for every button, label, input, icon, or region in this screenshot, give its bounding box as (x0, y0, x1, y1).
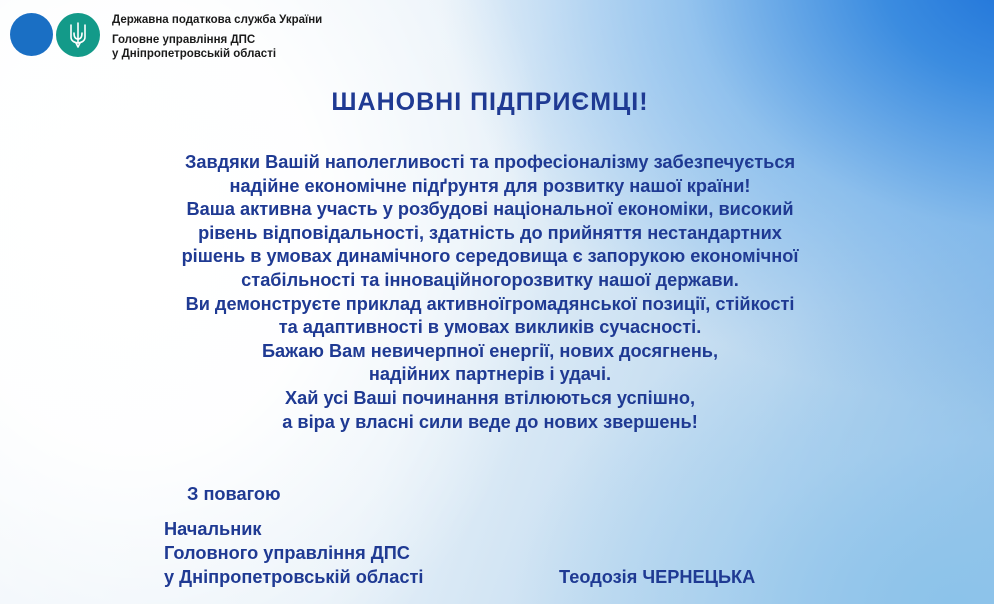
message-line: стабільності та інноваційногорозвитку нашої держави. (241, 269, 739, 290)
message-line: а віра у власні сили веде до нових звершень! (282, 411, 698, 432)
header (10, 13, 322, 61)
message-line: Бажаю Вам невичерпної енергії, нових досягнень, (261, 340, 719, 361)
message-line: Ваша активна участь у розбудові національної економіки, високий (186, 199, 794, 220)
org-line-1: Державна податкова служба України (112, 14, 323, 26)
message-line: та адаптивності в умовах викликів сучасності. (278, 317, 702, 338)
message-line: Хай усі Ваші починання втілюються успішно, (284, 387, 696, 408)
message-line: надійних партнерів і удачі. (368, 364, 612, 385)
page-title: ШАНОВНІ ПІДПРИЄМЦІ! (331, 88, 649, 116)
signatory-position (164, 517, 423, 589)
message-line: Ви демонструєте приклад активноїгромадянської позиції, стійкості (185, 293, 795, 314)
trident-logo (56, 13, 100, 57)
org-line-3: у Дніпропетровській області (112, 48, 277, 60)
position-line-1: Начальник (164, 519, 262, 539)
position-line-3: у Дніпропетровській області (164, 567, 424, 587)
regards-text: З повагою (187, 484, 281, 504)
org-line-2: Головне управління ДПС (112, 34, 256, 46)
dps-logo-circle (10, 13, 53, 56)
message-line: Завдяки Вашій наполегливості та професіоналізму забезпечується (184, 152, 796, 172)
message-line: рішень в умовах динамічного середовища є запорукою економічної (181, 246, 799, 267)
greeting-message (0, 151, 980, 434)
trident-icon (69, 22, 87, 48)
position-line-2: Головного управління ДПС (164, 543, 410, 563)
message-line: рівень відповідальності, здатність до прийняття нестандартних (198, 222, 782, 243)
message-line: надійне економічне підґрунтя для розвитку нашої країни! (229, 175, 751, 196)
organization-name (112, 13, 322, 61)
signatory-name: Теодозія ЧЕРНЕЦЬКА (559, 567, 756, 587)
